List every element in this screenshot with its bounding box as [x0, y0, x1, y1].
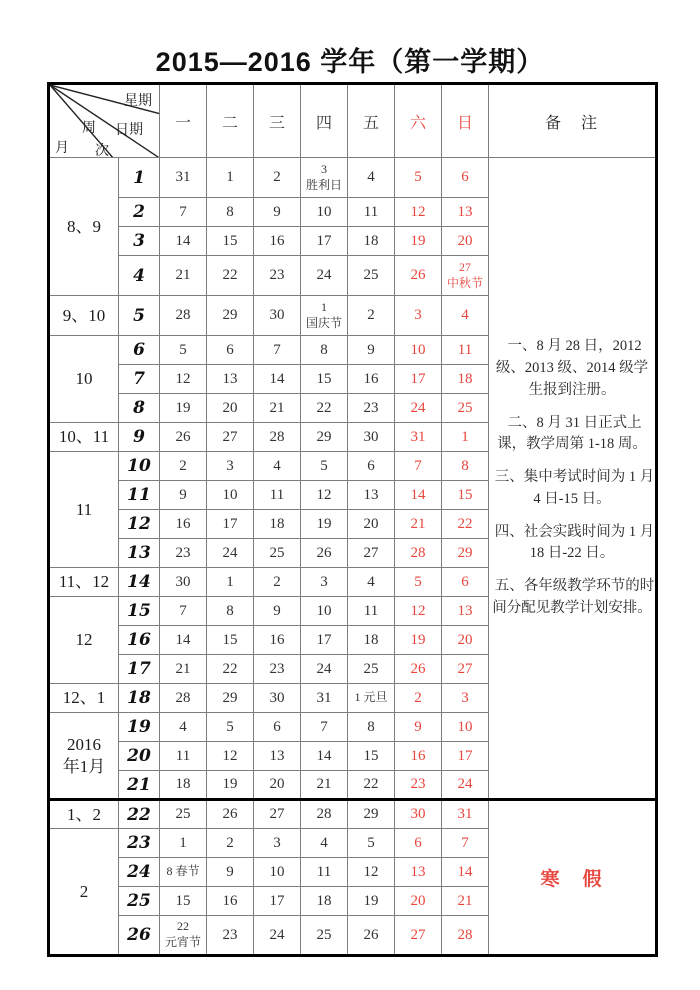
date-cell: 29	[301, 423, 348, 452]
date-cell: 5	[395, 158, 442, 198]
date-cell: 1	[160, 829, 207, 858]
date-cell: 16	[254, 626, 301, 655]
date-cell: 21	[254, 394, 301, 423]
date-cell: 4	[348, 158, 395, 198]
date-cell: 2	[254, 568, 301, 597]
date-cell: 14	[395, 481, 442, 510]
date-cell: 24	[254, 916, 301, 956]
date-cell: 26	[348, 916, 395, 956]
month-cell: 10	[49, 336, 119, 423]
date-cell: 22	[207, 256, 254, 296]
remarks-notes-cell	[489, 158, 657, 800]
week-number-cell: 10	[119, 452, 160, 481]
remark-note: 三、集中考试时间为 1 月 4 日-15 日。	[494, 469, 655, 507]
date-cell: 20	[207, 394, 254, 423]
date-cell: 13	[442, 198, 489, 227]
date-cell: 14	[301, 742, 348, 771]
week-number-cell: 23	[119, 829, 160, 858]
day-header-wed: 三	[254, 84, 301, 158]
date-cell: 15	[207, 626, 254, 655]
day-header-sat: 六	[395, 84, 442, 158]
date-cell: 6	[442, 158, 489, 198]
date-cell: 29	[207, 684, 254, 713]
date-cell: 1	[442, 423, 489, 452]
corner-label-date: 日期	[115, 123, 143, 138]
winter-vacation-label: 寒 假	[489, 800, 657, 956]
month-cell: 9、10	[49, 296, 119, 336]
date-cell: 7	[301, 713, 348, 742]
date-cell: 24	[207, 539, 254, 568]
date-cell: 28	[160, 684, 207, 713]
corner-label-order: 次	[95, 144, 109, 158]
month-cell: 11、12	[49, 568, 119, 597]
date-cell	[301, 158, 348, 198]
date-cell: 30	[254, 684, 301, 713]
date-cell: 17	[301, 227, 348, 256]
date-cell: 18	[160, 771, 207, 800]
date-cell: 10	[442, 713, 489, 742]
date-cell: 9	[207, 858, 254, 887]
date-cell: 25	[254, 539, 301, 568]
date-cell: 19	[207, 771, 254, 800]
date-number: 27	[459, 259, 471, 274]
date-cell: 22	[207, 655, 254, 684]
week-number-cell: 21	[119, 771, 160, 800]
date-cell: 10	[301, 198, 348, 227]
date-cell: 10	[395, 336, 442, 365]
date-cell: 15	[160, 887, 207, 916]
remark-note: 四、社会实践时间为 1 月 18 日-22 日。	[494, 523, 655, 562]
date-cell: 7	[160, 198, 207, 227]
week-row	[49, 800, 657, 829]
date-cell: 9	[160, 481, 207, 510]
week-number-cell: 16	[119, 626, 160, 655]
date-cell: 12	[207, 742, 254, 771]
festival-label: 国庆节	[305, 315, 342, 330]
date-cell: 26	[160, 423, 207, 452]
date-cell: 14	[442, 858, 489, 887]
date-cell	[301, 296, 348, 336]
date-cell: 25	[301, 916, 348, 956]
date-cell: 30	[395, 800, 442, 829]
date-cell: 8	[207, 198, 254, 227]
date-cell: 10	[301, 597, 348, 626]
date-cell: 2	[160, 452, 207, 481]
date-cell	[442, 256, 489, 296]
week-number-cell: 13	[119, 539, 160, 568]
day-header-tue: 二	[207, 84, 254, 158]
week-number-cell: 11	[119, 481, 160, 510]
date-cell: 3	[395, 296, 442, 336]
date-cell: 8	[348, 713, 395, 742]
date-cell: 31	[160, 158, 207, 198]
date-cell: 28	[160, 296, 207, 336]
remarks-header: 备 注	[489, 84, 657, 158]
date-cell: 4	[442, 296, 489, 336]
date-cell: 24	[301, 655, 348, 684]
date-cell: 21	[160, 256, 207, 296]
date-cell: 5	[160, 336, 207, 365]
date-cell: 20	[395, 887, 442, 916]
date-cell: 16	[207, 887, 254, 916]
date-cell: 7	[395, 452, 442, 481]
date-cell: 8	[207, 597, 254, 626]
date-cell: 12	[160, 365, 207, 394]
date-cell: 18	[301, 887, 348, 916]
header-row	[49, 84, 657, 158]
month-cell: 1、2	[49, 800, 119, 829]
date-cell: 9	[395, 713, 442, 742]
festival-label: 胜利日	[305, 177, 342, 192]
week-number-cell: 18	[119, 684, 160, 713]
week-number-cell: 25	[119, 887, 160, 916]
date-cell: 29	[442, 539, 489, 568]
date-cell: 25	[348, 256, 395, 296]
date-cell: 15	[442, 481, 489, 510]
week-number-cell: 8	[119, 394, 160, 423]
date-cell: 16	[348, 365, 395, 394]
date-cell: 22	[301, 394, 348, 423]
date-cell: 19	[160, 394, 207, 423]
day-header-sun: 日	[442, 84, 489, 158]
date-cell: 15	[348, 742, 395, 771]
date-cell: 30	[348, 423, 395, 452]
month-cell: 10、11	[49, 423, 119, 452]
remark-note: 五、各年级教学环节的时间分配见教学计划安排。	[492, 578, 655, 616]
remark-note: 一、8 月 28 日，2012 级、2013 级、2014 级学生报到注册。	[495, 338, 649, 398]
date-cell: 17	[395, 365, 442, 394]
month-cell: 2	[49, 829, 119, 956]
date-cell: 26	[395, 256, 442, 296]
date-cell: 13	[207, 365, 254, 394]
date-cell: 31	[442, 800, 489, 829]
date-cell: 15	[301, 365, 348, 394]
date-cell: 18	[442, 365, 489, 394]
date-number: 1	[321, 299, 327, 314]
week-number-cell: 7	[119, 365, 160, 394]
date-cell: 16	[160, 510, 207, 539]
date-cell: 13	[348, 481, 395, 510]
date-cell: 8 春节	[160, 858, 207, 887]
date-cell: 11	[442, 336, 489, 365]
date-cell: 3	[301, 568, 348, 597]
date-cell: 28	[395, 539, 442, 568]
date-cell: 24	[442, 771, 489, 800]
date-cell: 18	[254, 510, 301, 539]
date-cell: 4	[348, 568, 395, 597]
month-cell: 12、1	[49, 684, 119, 713]
date-cell: 30	[160, 568, 207, 597]
festival-label: 中秋节	[446, 275, 483, 290]
date-cell: 9	[348, 336, 395, 365]
date-cell: 21	[395, 510, 442, 539]
date-cell: 24	[301, 256, 348, 296]
date-cell: 9	[254, 198, 301, 227]
date-cell: 11	[301, 858, 348, 887]
date-cell: 20	[442, 626, 489, 655]
date-cell: 19	[395, 626, 442, 655]
date-cell: 24	[395, 394, 442, 423]
date-cell: 11	[160, 742, 207, 771]
date-cell: 11	[348, 597, 395, 626]
date-cell: 6	[442, 568, 489, 597]
week-number-cell: 24	[119, 858, 160, 887]
date-cell: 8	[301, 336, 348, 365]
date-cell: 12	[301, 481, 348, 510]
date-cell: 13	[395, 858, 442, 887]
date-cell: 14	[254, 365, 301, 394]
date-cell: 23	[395, 771, 442, 800]
calendar-table	[47, 82, 658, 957]
month-cell: 12	[49, 597, 119, 684]
date-cell: 4	[160, 713, 207, 742]
week-number-cell: 20	[119, 742, 160, 771]
day-header-thu: 四	[301, 84, 348, 158]
date-cell: 6	[207, 336, 254, 365]
date-cell: 20	[254, 771, 301, 800]
date-cell: 25	[160, 800, 207, 829]
date-cell: 12	[395, 597, 442, 626]
date-cell	[160, 916, 207, 956]
date-cell: 16	[254, 227, 301, 256]
date-cell: 3	[442, 684, 489, 713]
date-cell: 18	[348, 626, 395, 655]
date-cell: 17	[442, 742, 489, 771]
date-cell: 2	[254, 158, 301, 198]
month-cell: 11	[49, 452, 119, 568]
date-cell: 29	[207, 296, 254, 336]
date-cell: 4	[301, 829, 348, 858]
date-cell: 19	[395, 227, 442, 256]
date-cell: 26	[395, 655, 442, 684]
date-cell: 11	[348, 198, 395, 227]
date-cell: 27	[207, 423, 254, 452]
page-title: 2015—2016 学年（第一学期）	[155, 47, 545, 77]
date-cell: 23	[348, 394, 395, 423]
date-cell: 27	[254, 800, 301, 829]
corner-label-month: 月	[55, 141, 69, 156]
date-cell: 28	[442, 916, 489, 956]
date-cell: 4	[254, 452, 301, 481]
date-cell: 5	[348, 829, 395, 858]
date-cell: 20	[442, 227, 489, 256]
date-cell: 22	[348, 771, 395, 800]
date-cell: 20	[348, 510, 395, 539]
date-cell: 10	[207, 481, 254, 510]
date-cell: 14	[160, 227, 207, 256]
date-cell: 15	[207, 227, 254, 256]
date-cell: 12	[348, 858, 395, 887]
corner-label-weekday: 星期	[124, 94, 152, 109]
date-cell: 2	[207, 829, 254, 858]
date-cell: 29	[348, 800, 395, 829]
date-cell: 26	[207, 800, 254, 829]
date-cell: 28	[301, 800, 348, 829]
date-cell: 6	[254, 713, 301, 742]
date-cell: 31	[395, 423, 442, 452]
date-cell: 18	[348, 227, 395, 256]
date-cell: 21	[301, 771, 348, 800]
date-cell: 26	[301, 539, 348, 568]
date-cell: 21	[442, 887, 489, 916]
remark-note: 二、8 月 31 日正式上课，教学周第 1-18 周。	[497, 414, 647, 453]
date-cell: 5	[395, 568, 442, 597]
week-number-cell: 6	[119, 336, 160, 365]
date-cell: 5	[207, 713, 254, 742]
date-cell: 2	[348, 296, 395, 336]
week-number-cell: 4	[119, 256, 160, 296]
date-cell: 23	[254, 256, 301, 296]
date-cell: 27	[348, 539, 395, 568]
corner-cell	[49, 84, 160, 158]
date-cell: 23	[254, 655, 301, 684]
week-number-cell: 3	[119, 227, 160, 256]
week-number-cell: 19	[119, 713, 160, 742]
date-cell: 11	[254, 481, 301, 510]
date-cell: 3	[207, 452, 254, 481]
date-cell: 9	[254, 597, 301, 626]
date-cell: 2	[395, 684, 442, 713]
date-cell: 7	[254, 336, 301, 365]
corner-label-week: 周	[82, 121, 96, 136]
date-cell: 31	[301, 684, 348, 713]
date-cell: 5	[301, 452, 348, 481]
date-cell: 6	[348, 452, 395, 481]
date-cell: 17	[254, 887, 301, 916]
date-cell: 16	[395, 742, 442, 771]
date-cell: 13	[442, 597, 489, 626]
date-cell: 1 元旦	[348, 684, 395, 713]
date-cell: 19	[301, 510, 348, 539]
date-cell: 14	[160, 626, 207, 655]
month-cell: 2016 年1月	[49, 713, 119, 800]
week-number-cell: 1	[119, 158, 160, 198]
date-cell: 13	[254, 742, 301, 771]
date-cell: 27	[442, 655, 489, 684]
date-cell: 28	[254, 423, 301, 452]
date-number: 3	[321, 161, 327, 176]
date-cell: 3	[254, 829, 301, 858]
date-cell: 25	[348, 655, 395, 684]
week-row	[49, 158, 657, 198]
week-number-cell: 12	[119, 510, 160, 539]
date-cell: 7	[160, 597, 207, 626]
date-cell: 17	[207, 510, 254, 539]
month-cell: 8、9	[49, 158, 119, 296]
date-cell: 1	[207, 568, 254, 597]
date-cell: 1	[207, 158, 254, 198]
date-cell: 17	[301, 626, 348, 655]
date-cell: 30	[254, 296, 301, 336]
week-number-cell: 9	[119, 423, 160, 452]
date-number: 22	[177, 919, 189, 934]
day-header-mon: 一	[160, 84, 207, 158]
date-cell: 25	[442, 394, 489, 423]
week-number-cell: 2	[119, 198, 160, 227]
date-cell: 8	[442, 452, 489, 481]
week-number-cell: 14	[119, 568, 160, 597]
week-number-cell: 26	[119, 916, 160, 956]
date-cell: 6	[395, 829, 442, 858]
date-cell: 10	[254, 858, 301, 887]
date-cell: 21	[160, 655, 207, 684]
week-number-cell: 15	[119, 597, 160, 626]
date-cell: 19	[348, 887, 395, 916]
festival-label: 元宵节	[164, 935, 201, 949]
week-number-cell: 17	[119, 655, 160, 684]
date-cell: 23	[207, 916, 254, 956]
date-cell: 7	[442, 829, 489, 858]
date-cell: 23	[160, 539, 207, 568]
day-header-fri: 五	[348, 84, 395, 158]
week-number-cell: 5	[119, 296, 160, 336]
week-number-cell: 22	[119, 800, 160, 829]
date-cell: 12	[395, 198, 442, 227]
date-cell: 22	[442, 510, 489, 539]
date-cell: 27	[395, 916, 442, 956]
